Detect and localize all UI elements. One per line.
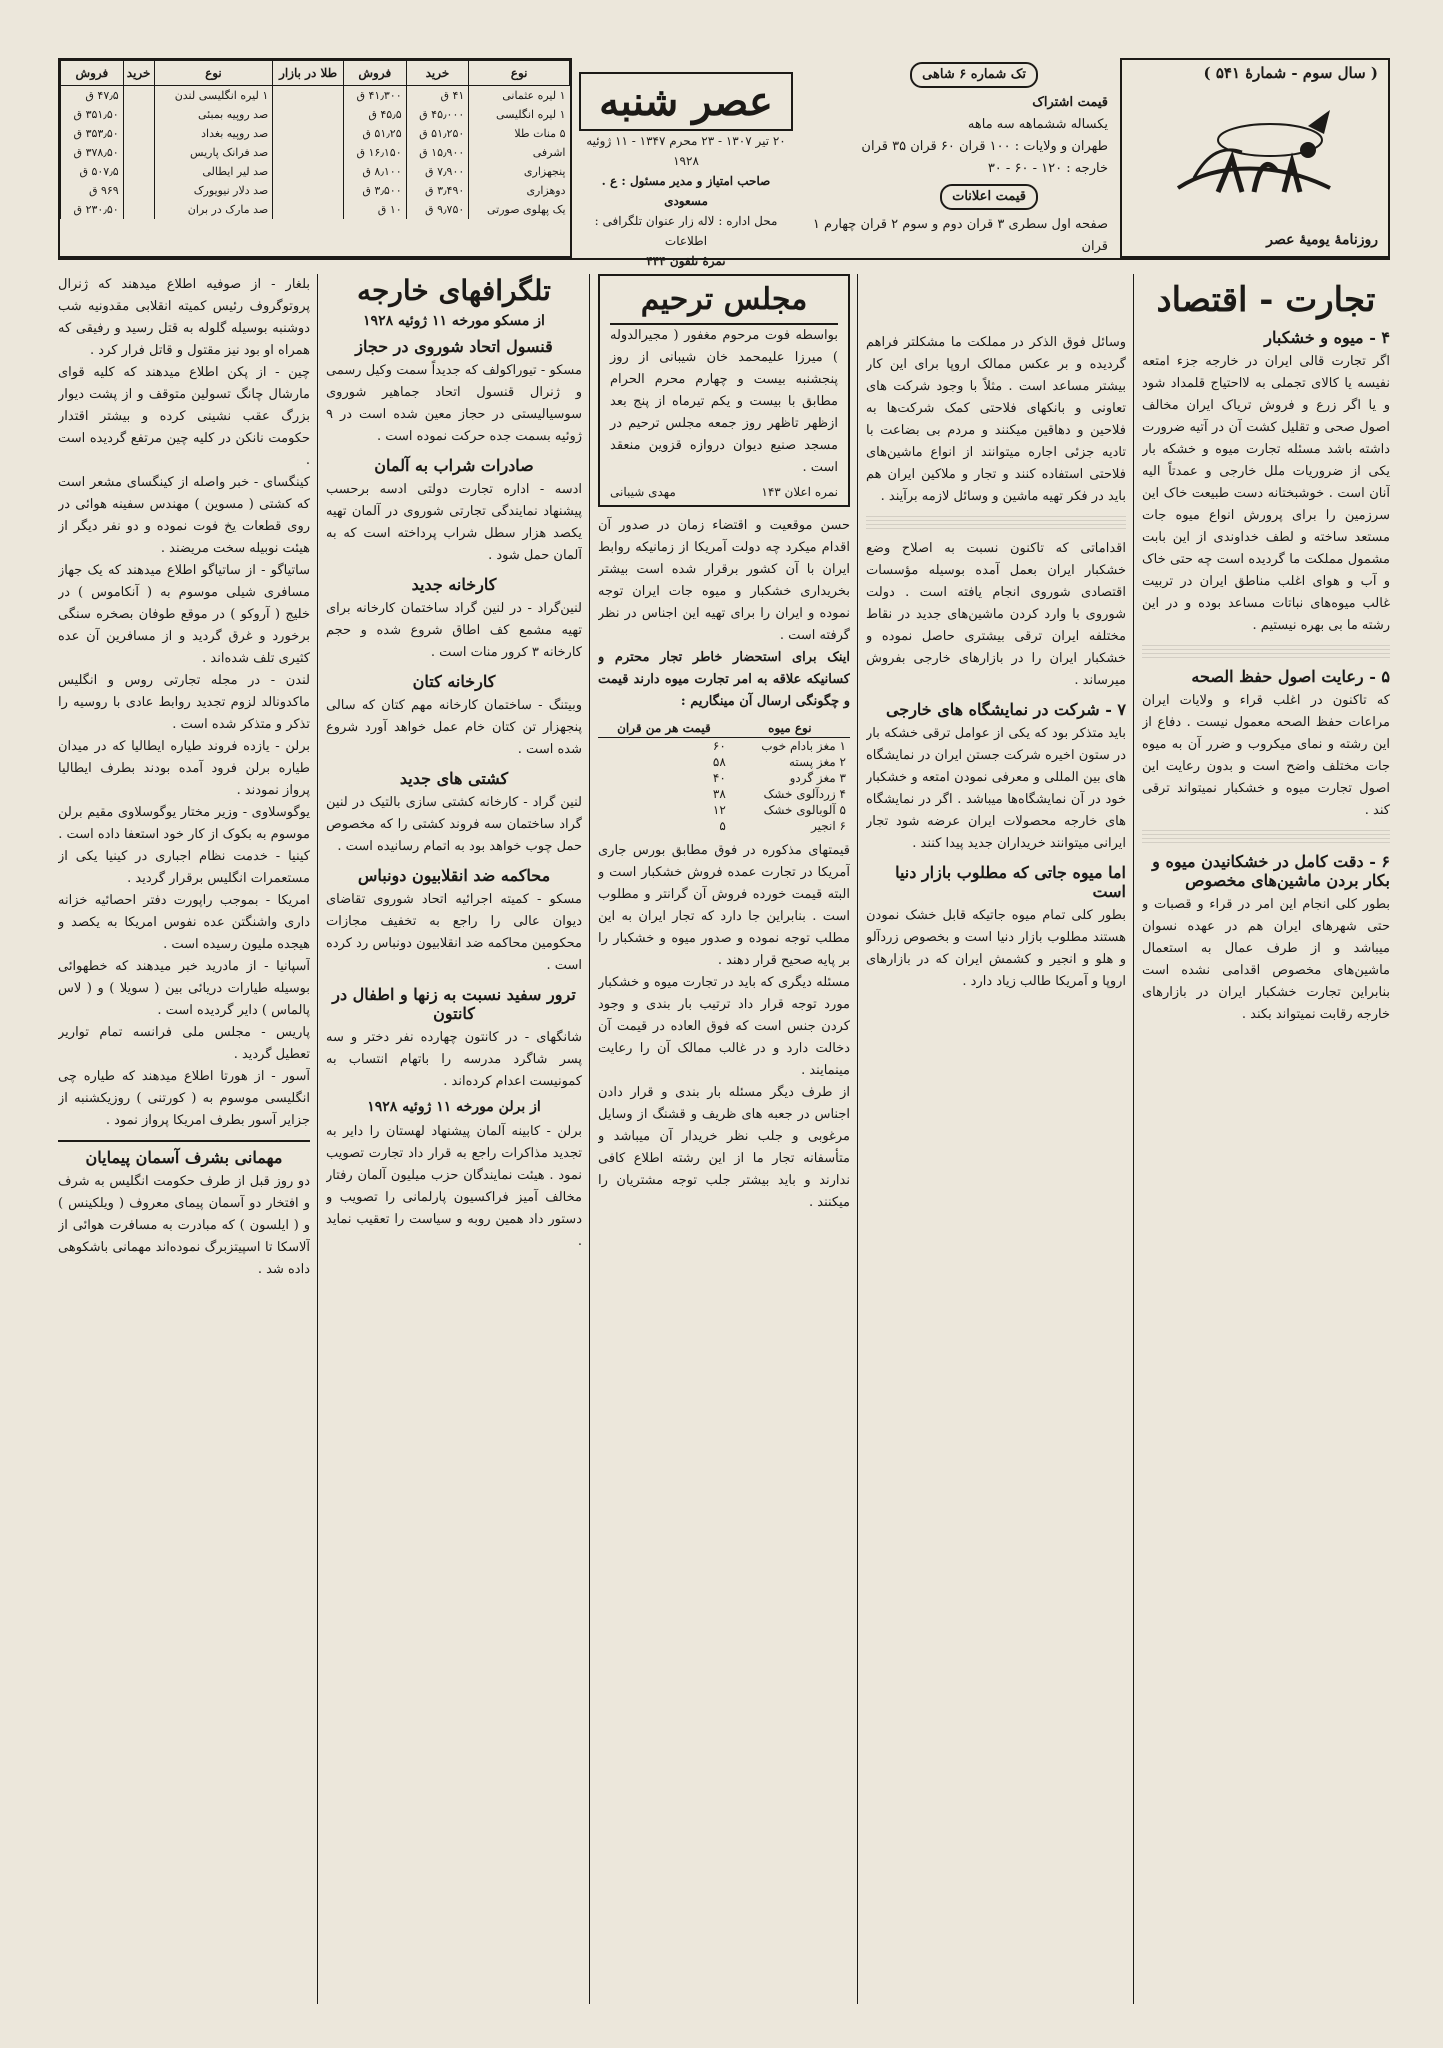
notice-title: مجلس ترحیم	[610, 282, 838, 325]
year-issue: ( سال سوم - شمارهٔ ۵۴۱ )	[1203, 64, 1378, 82]
header-cell: نوع	[154, 61, 273, 86]
rate-cell: دوهزاری	[469, 181, 570, 200]
rate-cell: ۱ لیره عثمانی	[469, 86, 570, 106]
notice-signature: مهدی شیبانی	[610, 485, 676, 499]
tehran-rates: طهران و ولایات : ۱۰۰ قران ۶۰ قران ۳۵ قران	[861, 139, 1108, 154]
rate-cell	[273, 124, 344, 143]
price-row	[598, 738, 850, 755]
price-row	[598, 802, 850, 818]
price-cell: ۵ آلوبالوی خشک	[763, 803, 846, 817]
news-item: بلغار - از صوفیه اطلاع میدهند که ژنرال پروتوگروف رئیس کمیته انقلابی مقدونیه شب دوشنبه بوسیله گلوله به قتل رسید و رفیقی که همراه او بود نیز مقتول و قاتل فرار کرد .	[58, 277, 310, 358]
rate-cell	[123, 143, 154, 162]
price-cell: ۱ مغز بادام خوب	[761, 739, 846, 753]
rate-cell	[273, 200, 344, 219]
subscription-block	[808, 58, 1108, 254]
section-title: ۶ - دقت کامل در خشکانیدن میوه و بکار بردن ماشین‌های مخصوص	[1152, 852, 1390, 890]
column-economy-continued	[866, 274, 1126, 2004]
article-text: وسائل فوق الذکر در مملکت ما مشکلتر فراهم گردیده و بر عکس ممالک اروپا برای این کار بیشتر مساعد است . مثلاً با وجود شرکت های تعاونی و بانکهای فلاحتی کمک شرکت‌ها به فلاحین و دهاقین میکنند و مردم بی بضاعت با تادیه جزئی اجاره میتوانند از انواع ماشین‌های فلاحتی استفاده کنند و تجار و ملاکین ایران هم باید در فکر تهیه ماشین و وسائل لازمه برآیند .	[866, 335, 1126, 504]
rate-cell: ۱۵٫۹۰۰ ق	[406, 143, 469, 162]
subscription-header: یکساله ششماهه سه ماهه	[967, 117, 1108, 132]
rate-cell	[123, 124, 154, 143]
column-telegrams	[326, 274, 582, 2004]
price-cell: ۴۰	[712, 771, 726, 785]
title-block	[578, 58, 794, 268]
rate-cell: ۸٫۱۰۰ ق	[343, 162, 406, 181]
rate-cell	[273, 162, 344, 181]
rate-cell: ۷٫۹۰۰ ق	[406, 162, 469, 181]
rate-cell: ۵ منات طلا	[469, 124, 570, 143]
telegram-title: صادرات شراب به آلمان	[374, 456, 534, 475]
telegram-text: ادسه - اداره تجارت دولتی ادسه برحسب پیشنهاد نمایندگی تجارتی شوروی در آلمان تهیه یکصد هزار سطل شراب پرداخته است که به آلمان حمل شود .	[326, 482, 582, 563]
telegram-text: لنین گراد - کارخانه کشتی سازی بالتیک در لنین گراد ساختمان سه فروند کشتی را که مخصوص حمل چوب خواهد بود به اتمام رسانیده است .	[326, 795, 582, 854]
article-text: باید متذکر بود که یکی از عوامل ترقی خشکه بار در ستون اخیره شرکت جستن ایران در نمایشگاه های بین المللی و معرفی نمودن امتعه و خشکبار خود در آن نمایشگاه‌ها میباشد . اگر در نمایشگاه های خارجه محصولات ایران عرضه شود تجار ایرانی میتوانند خریداران جدید پیدا کنند .	[866, 726, 1126, 851]
fruit-price-table	[598, 719, 850, 834]
telegram-text: مسکو - کمیته اجرائیه اتحاد شوروی تقاضای دیوان عالی را راجع به تخفیف مجازات محکومین محاکمه ضد انقلابیون دونباس رد کرده است .	[326, 892, 582, 973]
rate-cell: ۴۱٫۳۰۰ ق	[343, 86, 406, 106]
rates-body	[61, 86, 570, 220]
news-item: پاریس - مجلس ملی فرانسه تمام تواریر تعطیل گردید .	[58, 1025, 310, 1062]
column-rule	[589, 274, 590, 2004]
header-cell: خرید	[406, 61, 469, 86]
rate-cell: ۴۱ ق	[406, 86, 469, 106]
telegram-title: کارخانه جدید	[411, 575, 497, 594]
news-item: آسور - از هورتا اطلاع میدهند که طیاره چی انگلیسی موسوم به ( کورتنی ) روزیکشنبه از جزایر آسور بطرف امریکا پرواز نمود .	[58, 1069, 310, 1128]
news-item: برلن - یازده فروند طیاره ایطالیا که در میدان طیاره برلن فرود آمده بودند بطرف ایطالیا پرواز نمودند .	[58, 739, 310, 798]
news-item: آسپانیا - از مادرید خبر میدهند که خطهوائی بوسیله طیارات دریائی بین ( سویلا ) و ( لاس پالماس ) دایر گردیده است .	[58, 959, 310, 1018]
dateline: از برلن مورخه ۱۱ ژوئیه ۱۹۲۸	[367, 1099, 541, 1115]
rate-cell: صد دلار نیویورک	[154, 181, 273, 200]
header-cell: قیمت هر من قران	[598, 719, 730, 738]
ads-title: قیمت اعلانات	[940, 184, 1038, 210]
article-text: مسئله دیگری که باید در تجارت میوه و خشکبار مورد توجه قرار داد ترتیب بار بندی و وجود کردن جنس است که فوق العاده در قیمت آن دخالت دارد و در غالب ممالک آن را رعایت مینمایند .	[598, 975, 850, 1078]
dateline: از مسکو مورخه ۱۱ ژوئیه ۱۹۲۸	[363, 313, 545, 329]
rate-cell: ۴۷٫۵ ق	[61, 86, 124, 106]
price-cell: ۶ انجیر	[811, 819, 846, 833]
notice-text: بواسطه فوت مرحوم مغفور ( مجیرالدوله ) میرزا علیمحمد خان شیبانی از روز پنجشنبه بیست و چهارم محرم الحرام مطابق با بیست و یکم تیرماه از پنج بعد ازظهر تاظهر روز جمعه مجلس ترحیم در مسجد صنیع دیوان دروازه قزوین منعقد است .	[610, 328, 838, 475]
rate-cell: ۳٫۵۰۰ ق	[343, 181, 406, 200]
header-cell: خرید	[123, 61, 154, 86]
exchange-rates-table	[60, 60, 570, 219]
banquet-title: مهمانی بشرف آسمان پیمایان	[58, 1140, 310, 1167]
masthead	[58, 52, 1390, 268]
telegram-title: کارخانه کتان	[412, 672, 496, 691]
news-item: امریکا - بموجب راپورت دفتر احصائیه خزانه داری واشنگتن عده نفوس امریکا به یکصد و هیجده ملیون رسیده است .	[58, 893, 310, 952]
rate-cell: ۵۰۷٫۵ ق	[61, 162, 124, 181]
logo-box	[1120, 58, 1390, 258]
header-cell: طلا در بازار	[273, 61, 344, 86]
column-notices	[598, 274, 850, 2004]
news-item: دو روز قبل از طرف حکومت انگلیس به شرف و افتخار دو آسمان پیمای معروف ( ویلکینس ) و ( ایلسون ) که مبادرت به مسافرت هوائی از آلاسکا تا اسپیتزبرگ نموده‌اند مهمانی باشکوهی داده شد .	[58, 1174, 310, 1277]
price-cell: ۳ مغز گردو	[789, 771, 846, 785]
ads-rates: صفحه اول سطری ۳ قران دوم و سوم ۲ قران چهارم ۱ قران	[812, 217, 1108, 254]
notice-number: نمره اعلان ۱۴۳	[761, 485, 838, 499]
price-body	[598, 738, 850, 835]
economy-headline: تجارت - اقتصاد	[1156, 280, 1376, 320]
rate-cell: صد روپیه بغداد	[154, 124, 273, 143]
price-cell: ۲ مغز پسته	[788, 755, 846, 769]
article-text: اگر تجارت قالی ایران در خارجه جزء امتعه نفیسه یا کالای تجملی به لااحتیاج قلمداد شود و یا اگر زرع و فروش تریاک ایران مخالف اصول صحی و تقلیل کشت آن در آتیه ضرورت داشته باشد مسئله تجارت میوه و خشکه بار یکی از ضروریات ملل خارجی و عمدتاً الیه آنان است . خوشبختانه دست طبیعت خاک این سرزمین را برای پرورش انواع میوه جات مستعد ساخته و لطف خداوندی از این بابت مشمول مملکت ما گردیده است چه حتی خاک و آب و هوای اغلب مناطق ایران در تربیت غالب میوه‌های نباتات مساعد بوده و در این رشته ما بی بهره نیستیم .	[1142, 354, 1390, 633]
phone-number: نمرهٔ تلفون ۴۴۴	[646, 254, 726, 268]
article-text: بطور کلی انجام این امر در قراء و قصبات و حتی شهرهای ایران هم در عهده نسوان میباشد و از طرف عمال به استعمال ماشین‌های مخصوص اقدامی نشده است بنابراین تجارت خشکبار ایران در بازارهای خارجه رقابت نمیتواند بکند .	[1142, 897, 1390, 1022]
price-cell: ۱۲	[712, 803, 726, 817]
rate-cell: ۹۶۹ ق	[61, 181, 124, 200]
telegram-text: برلن - کابینه آلمان پیشنهاد لهستان را دایر به تجدید مذاکرات راجع به قرار داد تجارت تصویب نمود . هیئت نمایندگان حزب میلیون آلمان رفتار مخالف آمیز فراکسیون پارلمانی را تصویب و دستور داد همین روبه و سیاست را تعقیب نماید .	[326, 1124, 582, 1249]
telegram-text: وبیتنگ - ساختمان کارخانه مهم کتان که سالی پنجهزار تن کتان خام عمل خواهد آورد شروع شده است .	[326, 698, 582, 757]
price-cell: ۵۸	[712, 755, 726, 769]
rate-cell: ۵۱٫۲۵۰ ق	[406, 124, 469, 143]
news-item: کینیا - خدمت نظام اجباری در کینیا یکی از مستعمرات انگلیس برقرار گردید .	[58, 849, 310, 886]
abroad-rates: خارجه : ۱۲۰ - ۶۰ - ۳۰	[987, 161, 1108, 176]
rate-cell: ۳۵۳٫۵۰ ق	[61, 124, 124, 143]
rates-row	[61, 86, 570, 106]
rates-row	[61, 124, 570, 143]
price-cell: ۵	[719, 819, 726, 833]
price-row	[598, 818, 850, 834]
rates-row	[61, 162, 570, 181]
rate-cell: صد روپیه بمبئی	[154, 105, 273, 124]
rates-row	[61, 143, 570, 162]
newspaper-name: عصر شنبه	[579, 72, 793, 131]
rate-cell	[123, 200, 154, 219]
rate-cell: ۲۳۰٫۵۰ ق	[61, 200, 124, 219]
memorial-notice	[598, 274, 850, 507]
rates-row	[61, 105, 570, 124]
rate-cell: ۴۵٫۰۰۰ ق	[406, 105, 469, 124]
header-cell: نوع	[469, 61, 570, 86]
header-cell: نوع میوه	[730, 719, 850, 738]
rate-cell	[123, 86, 154, 106]
rates-row	[61, 200, 570, 219]
telegram-title: ترور سفید نسبت به زنها و اطفال در کانتون	[332, 985, 576, 1023]
article-text: اینک برای استحضار خاطر تجار محترم و کسانیکه علاقه به امر تجارت میوه دارند قیمت و چگونگی ارسال آن مینگاریم :	[598, 650, 850, 709]
article-text: بطور کلی تمام میوه جاتیکه قابل خشک نمودن هستند مطلوب بازار دنیا است و بخصوص زردآلو و هلو و انجیر و کشمش ایران که در بازارهای اروپا و آمریکا طالب زیاد دارد .	[866, 908, 1126, 989]
news-item: کینگسای - خبر واصله از کینگسای مشعر است که کشتی ( مسوین ) مهندس سفینه هوائی در روی قطعات یخ فوت نموده و دو نفر دیگر از هیئت نوبیله سخت مریضند .	[58, 475, 310, 556]
subscription-title: قیمت اشتراک	[1032, 95, 1108, 110]
owner: صاحب امتیاز و مدیر مسئول : ع . مسعودی	[601, 174, 771, 208]
header-cell: فروش	[343, 61, 406, 86]
rate-cell	[123, 162, 154, 181]
rate-cell: صد مارک در بران	[154, 200, 273, 219]
newspaper-page	[58, 52, 1390, 2012]
issue-date: ۲۰ تیر ۱۳۰۷ - ۲۳ محرم ۱۳۴۷ - ۱۱ ژوئیه ۱۹۲۸	[586, 134, 786, 168]
news-item: لندن - در مجله تجارتی روس و انگلیس ماکدونالد لزوم تجدید روابط عادی با روسیه را تذکر و متذکر شده است .	[58, 673, 310, 732]
telegram-title: محاکمه ضد انقلابیون دونباس	[357, 866, 551, 885]
rate-cell	[273, 143, 344, 162]
column-economy	[1142, 274, 1390, 2004]
news-item: چین - از پکن اطلاع میدهند که کلیه قوای مارشال چانگ تسولین متوقف و از پشت دیوار بزرگ عقب نشینی کرده و بیشتر اقتدار حکومت نانکن در کلیه چین مرتفع گردیده است .	[58, 365, 310, 468]
price-cell: ۳۸	[712, 787, 726, 801]
rate-cell: ۱ لیره انگلیسی لندن	[154, 86, 273, 106]
rate-cell	[123, 181, 154, 200]
column-rule	[857, 274, 858, 2004]
telegram-text: مسکو - تیوراکولف که جدیداً سمت وکیل رسمی و ژنرال قنسول اتحاد جماهیر شوروی سوسیالیستی در حجاز معین شده است در ۹ ژوئیه بسمت جده حرکت نموده است .	[326, 363, 582, 444]
rate-cell: ۳٫۴۹۰ ق	[406, 181, 469, 200]
rates-row	[61, 181, 570, 200]
rate-cell: ۳۷۸٫۵۰ ق	[61, 143, 124, 162]
rates-header-row	[61, 61, 570, 86]
rate-cell: صد فرانک پاریس	[154, 143, 273, 162]
header-cell: فروش	[61, 61, 124, 86]
price-header-row	[598, 719, 850, 738]
price-row	[598, 754, 850, 770]
article-text: قیمتهای مذکوره در فوق مطابق بورس جاری آمریکا در تجارت عمده فروش خشکبار است و البته قیمت خورده فروش آن گرانتر و مطلوب است . بنابراین جا دارد که تجار ایران به این مطلب توجه نموده و صدور میوه و خشکبار را بر پایه صحیح قرار دهند .	[598, 843, 850, 968]
rate-cell: ۹٫۷۵۰ ق	[406, 200, 469, 219]
article-text: اقداماتی که تاکنون نسبت به اصلاح وضع خشکبار ایران بعمل آمده بوسیله مؤسسات اقتصادی شوروی انجام یافته است . دولت شوروی با وارد کردن ماشین‌های جدید در نقاط مختلفه ایران ترقی بیشتری حاصل نموده و خشکبار ایران را در بازارهای خارجی بفروش میرساند .	[866, 541, 1126, 688]
article-text: از طرف دیگر مسئله بار بندی و قرار دادن اجناس در جعبه های ظریف و قشنگ از وسایل مرغوبی و جلب نظر خریدار آن میباشد و متأسفانه تجار ما از این رشته اطلاع کافی ندارند و باید بیشتر جلب توجه مشتریان را میکنند .	[598, 1085, 850, 1210]
telegram-title: قنسول اتحاد شوروی در حجاز	[355, 337, 553, 356]
rate-cell: یک پهلوی صورتی	[469, 200, 570, 219]
office-address: محل اداره : لاله زار عنوان تلگرافی : اطلاعات	[594, 214, 778, 248]
telegram-text: لنین‌گراد - در لنین گراد ساختمان کارخانه برای تهیه مشمع کف اطاق شروع شده و حجم کارخانه ۳ کرور منات است .	[326, 601, 582, 660]
rate-cell: صد لیر ایطالی	[154, 162, 273, 181]
article-text: حسن موقعیت و اقتضاء زمان در صدور آن اقدام میکرد چه دولت آمریکا از زمانیکه روابط ایران با آن کشور برقرار شده است بیشتر بخریداری خشکبار و میوه جات ایران توجه نموده و ایران را برای تهیه این اجناس در نظر گرفته است .	[598, 518, 850, 643]
ettelaat-logo-icon	[1158, 92, 1348, 212]
telegram-text: شانگهای - در کانتون چهارده نفر دختر و سه پسر شاگرد مدرسه را باتهام انتساب به کمونیست اعدام کرده‌اند .	[326, 1030, 582, 1089]
rate-cell: اشرفی	[469, 143, 570, 162]
rate-cell: ۱۶٫۱۵۰ ق	[343, 143, 406, 162]
price-row	[598, 786, 850, 802]
section-title: ۵ - رعایت اصول حفظ الصحه	[1191, 667, 1390, 686]
price-row	[598, 770, 850, 786]
section-title: ۷ - شرکت در نمایشگاه های خارجی	[885, 700, 1126, 719]
notice-footer	[610, 485, 838, 499]
exchange-rates-box	[58, 58, 572, 258]
rate-cell: ۴۵٫۵ ق	[343, 105, 406, 124]
text-filler	[1142, 830, 1390, 844]
rate-cell: ۱۰ ق	[343, 200, 406, 219]
rate-cell	[273, 181, 344, 200]
telegrams-headline: تلگرافهای خارجه	[357, 274, 551, 307]
column-news	[58, 274, 310, 2004]
rate-cell	[123, 105, 154, 124]
text-filler	[866, 516, 1126, 530]
price-cell: ۶۰	[712, 739, 726, 753]
section-title: ۴ - میوه و خشکبار	[1264, 328, 1390, 347]
price-cell: ۴ زردآلوی خشک	[763, 787, 846, 801]
news-item: ساتیاگو - از ساتیاگو اطلاع میدهند که یک جهاز مسافری شیلی موسوم به ( آنکاموس ) در خلیج ( آروکو ) در موقع طوفان بصخره سنگی برخورد و غرق گردید و از مسافرین آن عده کثیری تلف شده‌اند .	[58, 563, 310, 666]
section-title: اما میوه جاتی که مطلوب بازار دنیا است	[895, 863, 1126, 901]
rate-cell	[273, 86, 344, 106]
article-text: که تاکنون در اغلب قراء و ولایات ایران مراعات حفظ الصحه معمول نیست . دفاع از این رشته و نمای میکروب و ضرر آن به میوه جات مختلف واضح است و بدون رعایت این اصول تجارت میوه و خشکبار نمیتواند ترقی کند .	[1142, 693, 1390, 818]
rate-cell: ۵۱٫۲۵ ق	[343, 124, 406, 143]
rate-cell: ۱ لیره انگلیسی	[469, 105, 570, 124]
rate-cell: پنجهزاری	[469, 162, 570, 181]
text-filler	[1142, 645, 1390, 659]
news-item: یوگوسلاوی - وزیر مختار یوگوسلاوی مقیم برلن موسوم به بکوک از کار خود استعفا داده است .	[58, 805, 310, 842]
rate-cell: ۳۵۱٫۵۰ ق	[61, 105, 124, 124]
column-rule	[317, 274, 318, 2004]
column-rule	[1133, 274, 1134, 2004]
tagline: روزنامهٔ یومیهٔ عصر	[1266, 232, 1378, 248]
telegram-title: کشتی های جدید	[399, 769, 509, 788]
rate-cell	[273, 105, 344, 124]
single-issue-price: تک شماره ۶ شاهی	[910, 62, 1038, 88]
